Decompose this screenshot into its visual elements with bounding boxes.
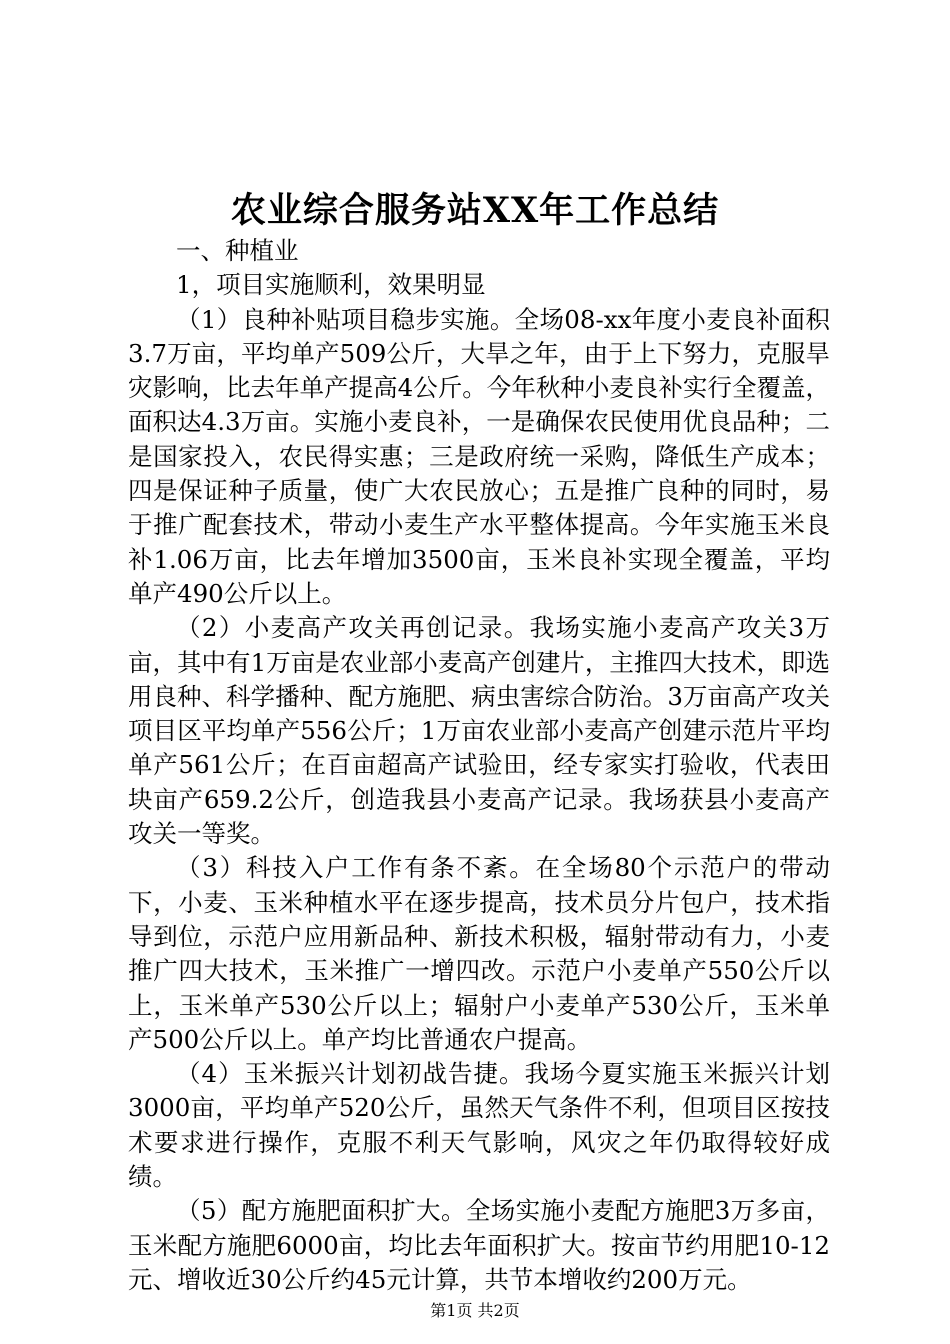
paragraph-1: （1）良种补贴项目稳步实施。全场08-xx年度小麦良补面积3.7万亩，平均单产509公斤，大旱之年，由于上下努力，克服旱灾影响，比去年单产提高4公斤。今年秋种小麦良补实行全覆盖，面积达4.3万亩。实施小麦良补，一是确保农民使用优良品种；二是国家投入，农民得实惠；三是政府统一采购，降低生产成本；四是保证种子质量，使广大农民放心；五是推广良种的同时，易于推广配套技术，带动小麦生产水平整体提高。今年实施玉米良补1.06万亩，比去年增加3500亩，玉米良补实现全覆盖，平均单产490公斤以上。 — [128, 304, 830, 608]
paragraph-2: （2）小麦高产攻关再创记录。我场实施小麦高产攻关3万亩，其中有1万亩是农业部小麦高产创建片，主推四大技术，即选用良种、科学播种、配方施肥、病虫害综合防治。3万亩高产攻关项目区平均单产556公斤；1万亩农业部小麦高产创建示范片平均单产561公斤；在百亩超高产试验田，经专家实打验收，代表田块亩产659.2公斤，创造我县小麦高产记录。我场获县小麦高产攻关一等奖。 — [128, 613, 830, 849]
document-title: 农业综合服务站XX年工作总结 — [230, 190, 720, 231]
paragraph-4: （4）玉米振兴计划初战告捷。我场今夏实施玉米振兴计划3000亩，平均单产520公斤，虽然天气条件不利，但项目区按技术要求进行操作，克服不利天气影响，风灾之年仍取得较好成绩。 — [128, 1059, 830, 1192]
paragraph-5: （5）配方施肥面积扩大。全场实施小麦配方施肥3万多亩，玉米配方施肥6000亩，均比去年面积扩大。按亩节约用肥10-12元、增收近30公斤约45元计算，共节本增收约200万元。 — [128, 1196, 830, 1294]
document-body — [128, 234, 830, 1297]
subsection-heading: 1，项目实施顺利，效果明显 — [176, 270, 486, 300]
section-heading: 一、种植业 — [176, 236, 299, 265]
page-footer: 第1页 共2页 — [430, 1301, 520, 1320]
paragraph-3: （3）科技入户工作有条不紊。在全场80个示范户的带动下，小麦、玉米种植水平在逐步提高，技术员分片包户，技术指导到位，示范户应用新品种、新技术积极，辐射带动有力，小麦推广四大技术，玉米推广一增四改。示范户小麦单产550公斤以上，玉米单产530公斤以上；辐射户小麦单产530公斤，玉米单产500公斤以上。单产均比普通农户提高。 — [128, 853, 830, 1054]
